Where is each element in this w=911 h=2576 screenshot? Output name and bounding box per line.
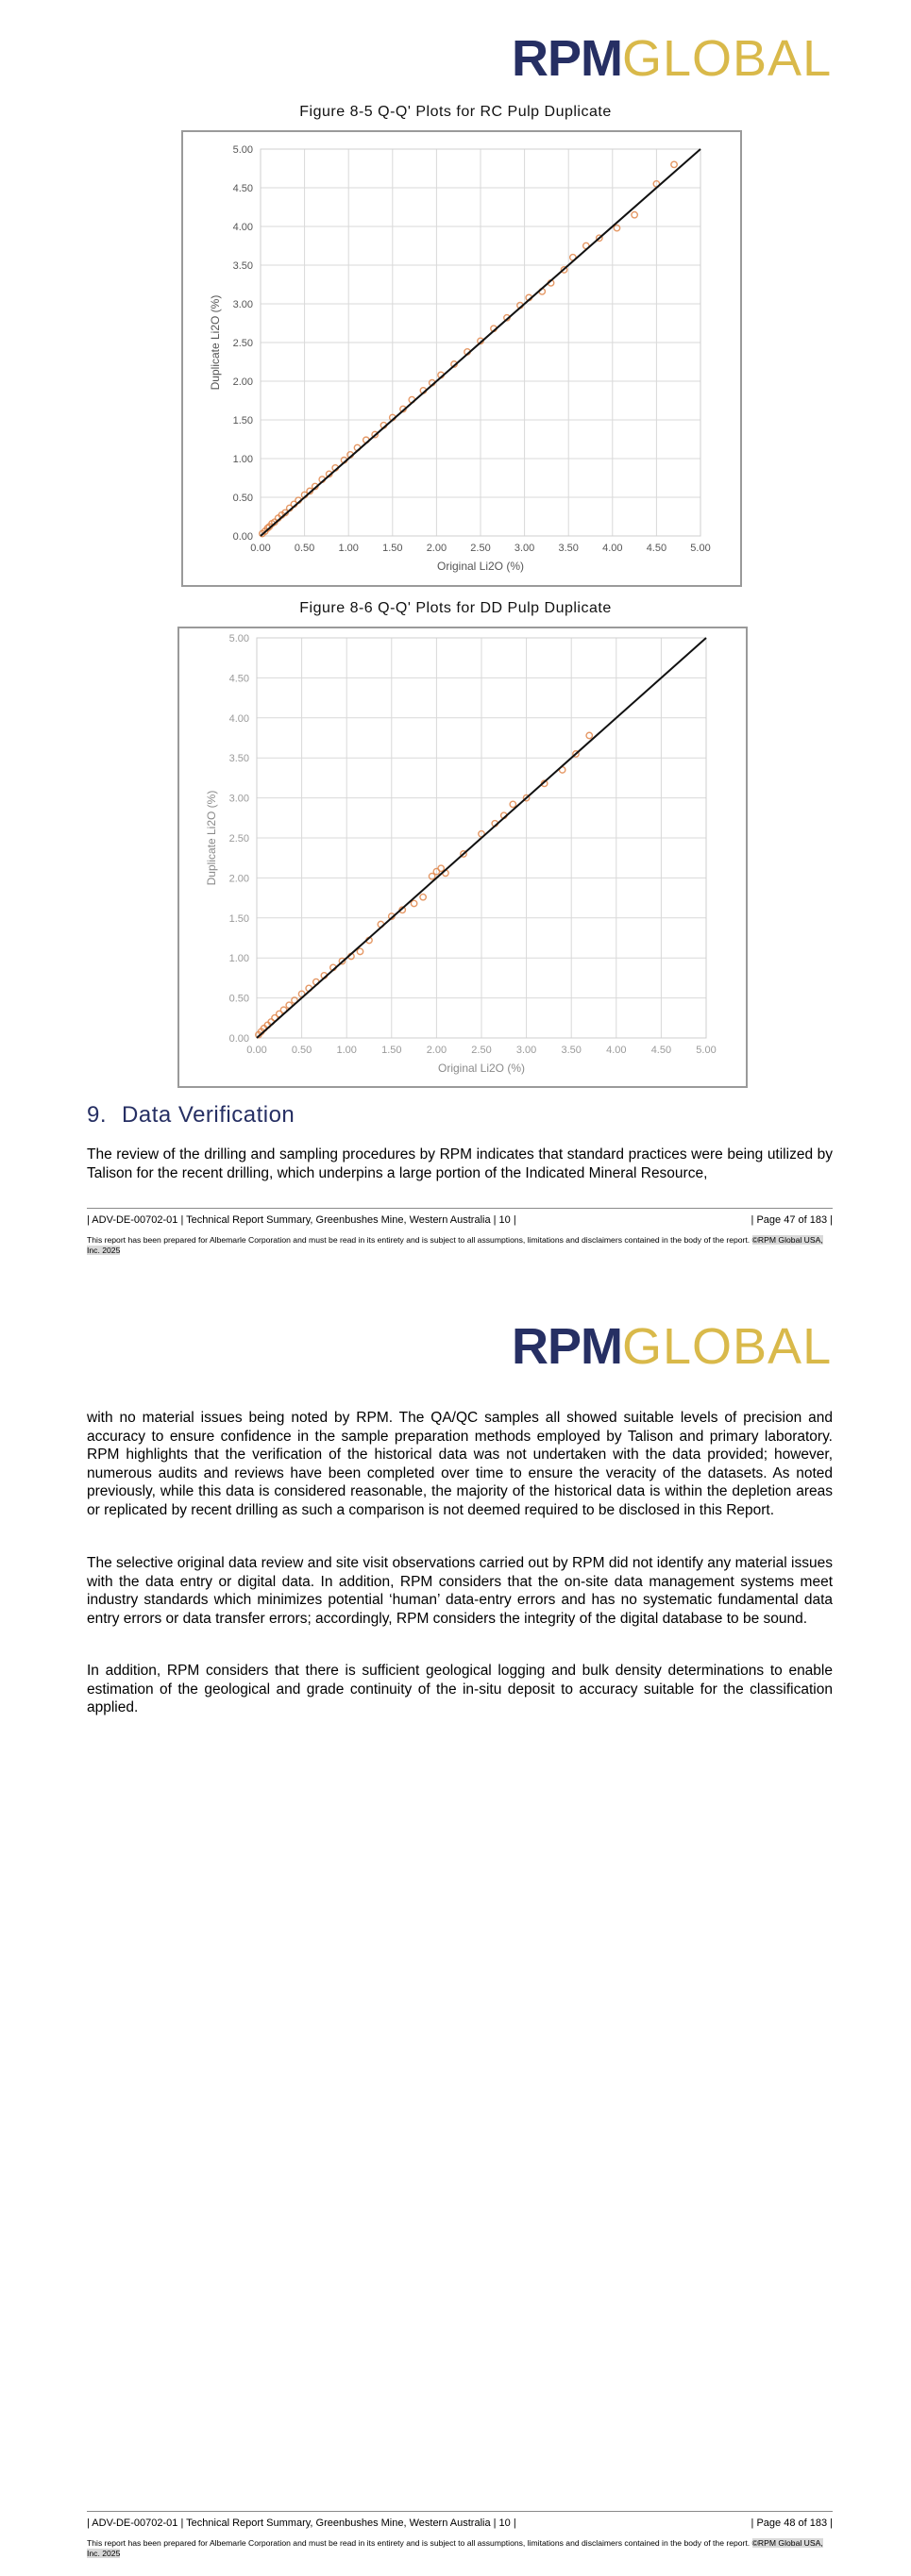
x-tick-label: 1.50 [382,543,403,554]
x-tick-label: 0.50 [294,543,315,554]
rpm-global-logo [512,30,833,87]
paragraph: The review of the drilling and sampling procedures by RPM indicates that standard practices were being utilized by Talison for the recent drilling, which underpins a large portion of the Indicated Mineral Resource, [87,1146,833,1181]
figure-8-5-caption: Figure 8-5 Q-Q' Plots for RC Pulp Duplicate [299,104,612,120]
figure-8-6-caption: Figure 8-6 Q-Q' Plots for DD Pulp Duplicate [299,600,612,616]
data-point [632,212,637,218]
y-tick-label: 5.00 [232,144,253,156]
data-point [357,948,363,954]
x-tick-label: 1.00 [338,543,359,554]
data-point [671,161,677,167]
y-tick-label: 1.00 [232,454,253,465]
y-tick-label: 3.00 [232,299,253,310]
data-point [420,895,426,900]
footer-page-number: | Page 47 of 183 | [751,1214,833,1226]
y-tick-label: 1.50 [232,415,253,427]
report-page-48 [0,1288,911,2576]
rpm-global-logo [512,1318,833,1375]
x-tick-label: 2.00 [426,543,447,554]
x-axis-label: Original Li2O (%) [437,1062,526,1075]
y-tick-label: 2.50 [232,338,253,349]
footer-divider [87,1208,833,1209]
logo-global-text: GLOBAL [622,30,833,87]
x-tick-label: 1.50 [381,1045,402,1056]
x-tick-label: 4.00 [602,543,623,554]
y-tick-label: 2.00 [232,376,253,388]
x-tick-label: 3.00 [514,543,535,554]
page-footer [87,2517,833,2529]
x-tick-label: 2.50 [470,543,491,554]
y-axis-label: Duplicate Li2O (%) [209,294,222,391]
x-tick-label: 1.00 [336,1045,357,1056]
footer-document-info: | ADV-DE-00702-01 | Technical Report Summary, Greenbushes Mine, Western Australia | 10 | [87,1214,516,1226]
section-title: Data Verification [122,1102,295,1128]
page-footer [87,1214,833,1226]
x-tick-label: 0.00 [250,543,271,554]
footer-page-number: | Page 48 of 183 | [751,2517,833,2529]
y-tick-label: 2.00 [228,873,249,885]
x-tick-label: 2.00 [426,1045,447,1056]
figure-8-5-chart [181,130,742,587]
x-tick-label: 5.00 [690,543,711,554]
x-tick-label: 3.50 [558,543,579,554]
x-tick-label: 3.50 [561,1045,582,1056]
disclaimer-copyright: ©RPM Global USA, Inc. 2025 [87,2538,823,2558]
y-tick-label: 5.00 [228,633,249,644]
y-tick-label: 0.00 [232,531,253,543]
y-tick-label: 4.00 [232,222,253,233]
x-tick-label: 4.00 [606,1045,627,1056]
x-tick-label: 4.50 [646,543,667,554]
data-point [586,732,592,738]
y-tick-label: 3.50 [228,753,249,765]
footer-disclaimer [87,1235,833,1256]
disclaimer-text: This report has been prepared for Albemarle Corporation and must be read in its entirety and is subject to all assumptions, limitations and disclaimers contained in the body of the report. [87,2538,752,2548]
disclaimer-copyright: ©RPM Global USA, Inc. 2025 [87,1235,823,1255]
y-axis-label: Duplicate Li2O (%) [205,790,218,886]
logo-rpm-text: RPM [512,1318,622,1375]
y-tick-label: 0.50 [228,993,249,1005]
qq-plot-rc-pulp-duplicate [183,132,740,585]
y-tick-label: 4.50 [228,673,249,685]
y-tick-label: 4.00 [228,712,249,725]
qq-plot-dd-pulp-duplicate [179,628,746,1086]
paragraph: The selective original data review and site visit observations carried out by RPM did not identify any material issues with the data entry or digital data. In addition, RPM considers that the on-site data management systems meet industry standards which minimizes potential ‘human’ data-entry errors and has no systematic fundamental data entry errors or data transfer errors; accordingly, RPM considers the integrity of the digital database to be sound. [87,1555,833,1627]
x-tick-label: 4.50 [650,1045,672,1056]
data-point [614,225,619,230]
footer-disclaimer [87,2538,833,2559]
footer-document-info: | ADV-DE-00702-01 | Technical Report Summary, Greenbushes Mine, Western Australia | 10 | [87,2517,516,2529]
data-point [411,900,416,906]
x-tick-label: 5.00 [696,1045,717,1056]
y-tick-label: 2.50 [228,833,249,845]
footer-divider [87,2511,833,2512]
y-tick-label: 0.50 [232,493,253,504]
y-tick-label: 0.00 [228,1033,249,1045]
disclaimer-text: This report has been prepared for Albemarle Corporation and must be read in its entirety and is subject to all assumptions, limitations and disclaimers contained in the body of the report. [87,1235,752,1245]
y-tick-label: 3.50 [232,260,253,272]
x-tick-label: 0.00 [246,1045,267,1056]
paragraph: In addition, RPM considers that there is sufficient geological logging and bulk density determinations to enable estimation of the geological and grade continuity of the in-situ deposit to accuracy suitable for the classification applied. [87,1663,833,1715]
x-axis-label: Original Li2O (%) [436,560,525,573]
section-heading-data-verification [87,1102,295,1129]
y-tick-label: 1.50 [228,912,249,925]
x-tick-label: 2.50 [471,1045,492,1056]
logo-global-text: GLOBAL [622,1318,833,1375]
data-point [510,801,515,807]
y-tick-label: 1.00 [228,953,249,965]
y-tick-label: 4.50 [232,183,253,194]
y-tick-label: 3.00 [228,793,249,805]
figure-8-6-chart [177,627,748,1088]
logo-rpm-text: RPM [512,30,622,87]
paragraph: with no material issues being noted by RPM. The QA/QC samples all showed suitable levels of precision and accuracy to ensure confidence in the sample preparation methods employed by Talison and primary laboratory. RPM highlights that the verification of the historical data was not undertaken with the data provided; however, numerous audits and reviews have been completed over time to ensure the veracity of the datasets. As noted previously, while this data is considered reasonable, the majority of the historical data is within the depletion areas or replicated by recent drilling as such a comparison is not deemed required to be disclosed in this Report. [87,1410,833,1518]
section-number: 9. [87,1102,108,1128]
x-tick-label: 0.50 [291,1045,312,1056]
x-tick-label: 3.00 [515,1045,537,1056]
